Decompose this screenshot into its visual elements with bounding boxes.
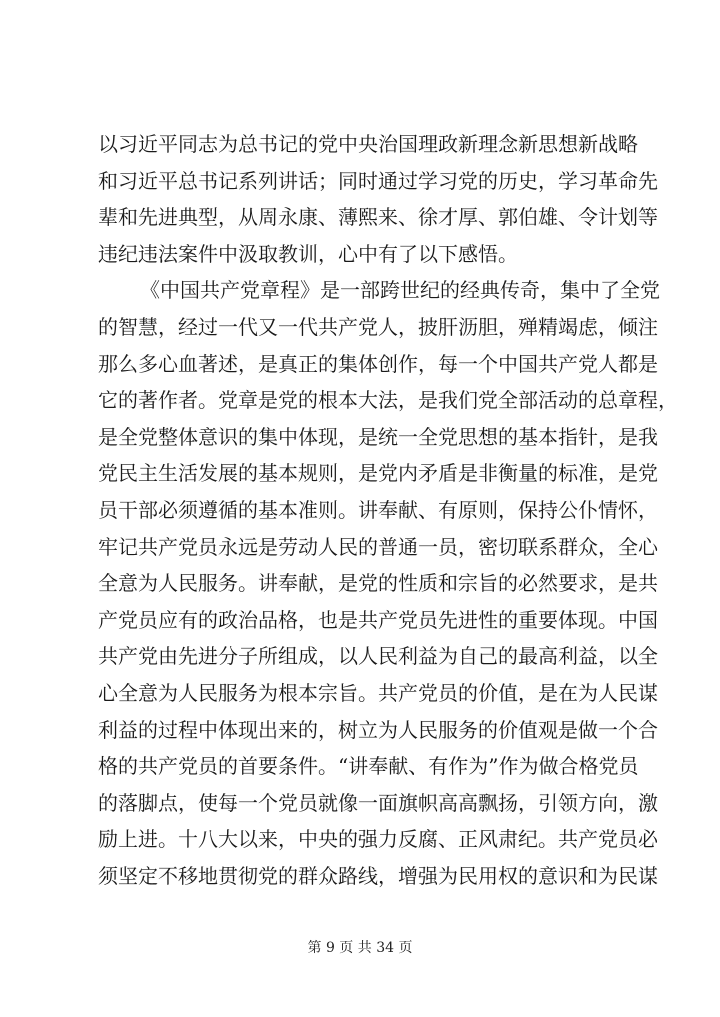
- text-line: 以习近平同志为总书记的党中央治国理政新理念新思想新战略: [98, 132, 638, 156]
- text-line: 共产党由先进分子所组成，以人民利益为自己的最高利益，以全: [98, 644, 658, 669]
- text-line: 它的著作者。党章是党的根本大法，是我们党全部活动的总章程，: [98, 388, 678, 413]
- text-line: 是全党整体意识的集中体现，是统一全党思想的基本指针，是我: [98, 424, 658, 449]
- text-line: 的落脚点，使每一个党员就像一面旗帜高高飘扬，引领方向，激: [98, 790, 658, 815]
- text-line: 那么多心血著述，是真正的集体创作，每一个中国共产党人都是: [98, 351, 658, 376]
- text-line: 牢记共产党员永远是劳动人民的普通一员，密切联系群众，全心: [98, 534, 658, 559]
- text-line: 党民主生活发展的基本规则，是党内矛盾是非衡量的标准，是党: [98, 461, 658, 486]
- text-line: 员干部必须遵循的基本准则。讲奉献、有原则，保持公仆情怀，: [98, 497, 658, 522]
- text-line: 和习近平总书记系列讲话；同时通过学习党的历史，学习革命先: [98, 168, 658, 193]
- text-line: 励上进。十八大以来，中央的强力反腐、正风肃纪。共产党员必: [98, 827, 658, 852]
- text-line: 违纪违法案件中汲取教训，心中有了以下感悟。: [98, 241, 518, 266]
- paragraph-first-line: 《中国共产党章程》是一部跨世纪的经典传奇，集中了全党: [140, 278, 660, 303]
- text-line: 产党员应有的政治品格，也是共产党员先进性的重要体现。中国: [98, 607, 658, 632]
- text-line: 的智慧，经过一代又一代共产党人，披肝沥胆，殚精竭虑，倾注: [98, 314, 658, 339]
- page-number-footer: 第 9 页 共 34 页: [307, 940, 413, 956]
- text-line: 全意为人民服务。讲奉献，是党的性质和宗旨的必然要求，是共: [98, 571, 658, 596]
- text-line: 辈和先进典型，从周永康、薄熙来、徐才厚、郭伯雄、令计划等: [98, 205, 658, 230]
- body-text: [98, 126, 678, 894]
- text-line: 格的共产党员的首要条件。“讲奉献、有作为”作为做合格党员: [98, 754, 639, 779]
- text-line: 心全意为人民服务为根本宗旨。共产党员的价值，是在为人民谋: [98, 680, 658, 705]
- text-line: 须坚定不移地贯彻党的群众路线，增强为民用权的意识和为民谋: [98, 863, 658, 888]
- text-line: 利益的过程中体现出来的，树立为人民服务的价值观是做一个合: [98, 717, 658, 742]
